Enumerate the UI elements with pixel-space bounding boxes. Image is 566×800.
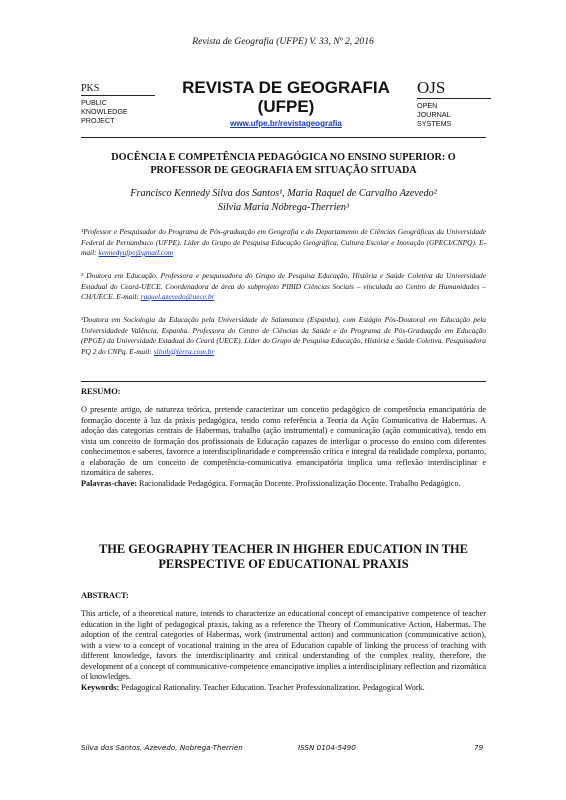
email-link-1[interactable]: kennedyufpe@gmail.com [98, 248, 174, 257]
author-list [81, 187, 486, 215]
affiliation-1 [81, 227, 486, 259]
title-pt-line-2: PROFESSOR DE GEOGRAFIA EM SITUAÇÃO SITUADA [150, 165, 417, 176]
pks-line-3: PROJECT [81, 116, 115, 125]
section-divider [81, 381, 486, 382]
pks-block [81, 84, 155, 125]
palavras-chave-label: Palavras-chave: [81, 478, 137, 488]
abstract-body [81, 609, 486, 693]
authors-line-2: Silvia Maria Nóbrega-Therrien³ [217, 202, 350, 213]
authors-line-1: Francisco Kennedy Silva dos Santos¹, Maria Raquel de Carvalho Azevedo² [130, 188, 437, 199]
footer-issn: ISSN 0104-5490 [298, 743, 356, 752]
ojs-block [417, 78, 491, 128]
email-link-2[interactable]: raquel.azevedo@uece.br [140, 292, 215, 301]
affiliation-1-text: ¹Professor e Pesquisador do Programa de Pós-graduação em Geografia e do Departamento de Ciências Geográficas da Universidade Federal de Pernambuco (UFPE). Líder do Grupo de Pesquisa Educação Geográfica, Cultura Escolar e Inovação (GPECI/CNPQ). E-mail: [81, 227, 486, 257]
abstract-text: This article, of a theoretical nature, intends to characterize an educational concept of emancipative competence of teacher education in the light of pedagogical praxis, taking as a reference the Theory of Communicative Action, Habermas. The adoption of the central categories of Habermas, work (instrumental action) and communication (communicative action), with a view to a concept of vocational training in the area of Education capable of linking the process of teaching with different knowledge, favors the interdisciplinarity and critical understanding of the complex reality, therefore, the development of a concept of communicative-competence emancipative implies a interdisciplinary reflection and rizomática of knowledges. [81, 609, 486, 681]
affiliation-2 [81, 271, 486, 303]
title-en-line-1: THE GEOGRAPHY TEACHER IN HIGHER EDUCATION IN THE [99, 542, 468, 556]
resumo-heading: RESUMO: [81, 387, 121, 396]
running-header: Revista de Geografia (UFPE) V. 33, Nº 2, 2016 [192, 36, 374, 47]
ojs-logo-text: OJS [417, 78, 491, 99]
journal-title-line-1: REVISTA DE GEOGRAFIA [182, 78, 390, 97]
pks-line-1: PUBLIC [81, 98, 107, 107]
ojs-line-3: SYSTEMS [417, 119, 452, 128]
email-link-3[interactable]: silnth@terra.com.br [153, 346, 215, 356]
journal-url-link[interactable]: www.ufpe.br/revistageografia [230, 119, 342, 128]
affiliation-2-text: ² Doutora em Educação. Professora e pesquisadora do Grupo de Pesquisa Educação, História e Saúde Coletiva da Universidade Estadual do Ceará-UECE. Coordenadora de área do subprojeto PIBID Ciências Sociais – vinculada ao Centro de Humanidades – CH/UECE. E-mail: [81, 271, 486, 301]
pks-logo-text: PKS [81, 84, 155, 96]
ojs-line-1: OPEN [417, 101, 438, 110]
footer-authors: Silva dos Santos, Azevedo, Nobrega-Therrien [81, 743, 243, 752]
palavras-chave-text: Racionalidade Pedagógica. Formação Docente. Profissionalização Docente. Trabalho Pedagógico. [136, 478, 461, 488]
resumo-text: O presente artigo, de natureza teórica, pretende caracterizar um conceito pedagógico de competência emancipatória de formação docente à luz da práxis pedagógica, tendo como referência a Teoria da Ação Comunicativa de Habermas. A adoção das categorias centrais de Habermas, trabalho (ação instrumental) e comunicação (ação comunicativa), tendo em vista um conceito de formação dos profissionais de Educação capazes de interligar o processo do ensino com diferentes conhecimentos e saberes, favorece a interdisciplinaridade e compreensão crítica e integral da realidade complexa, portanto, a elaboração de um conceito de competência-comunicativa emancipatória implica uma reflexão interdisciplinar e rizomática de saberes. [81, 405, 486, 477]
affiliation-3-text: ³Doutora em Sociologia da Educação pela Universidade de Salamanca (Espanha), com Estágio Pós-Doutoral em Educação pela Universidadede Valência, Espanha. Professora do Centro de Ciências da Saúde e do Programa de Pós-Graduação em Educação (PPGE) da Universidade Estadual do Ceará (UECE). Líder do Grupo de Pesquisa Educação, História e Saúde Coletiva. Pesquisadora PQ 2 do CNPq. E-mail: [81, 315, 486, 356]
title-en-line-2: PERSPECTIVE OF EDUCATIONAL PRAXIS [158, 557, 409, 571]
ojs-line-2: JOURNAL [417, 110, 451, 119]
affiliation-3 [81, 315, 486, 357]
keywords-text: Pedagogical Rationality. Teacher Education. Teacher Professionalization. Pedagogical Work. [119, 682, 425, 692]
masthead-divider [81, 137, 486, 138]
pks-line-2: KNOWLEDGE [81, 107, 128, 116]
page-number: 79 [474, 743, 484, 752]
article-title-en [81, 542, 486, 572]
resumo-body [81, 405, 486, 489]
keywords-label: Keywords: [81, 682, 120, 692]
article-title-pt [81, 151, 486, 177]
journal-masthead [170, 78, 402, 128]
title-pt-line-1: DOCÊNCIA E COMPETÊNCIA PEDAGÓGICA NO ENSINO SUPERIOR: O [111, 152, 456, 163]
abstract-heading: ABSTRACT: [81, 591, 129, 600]
journal-title-line-2: (UFPE) [257, 97, 315, 116]
